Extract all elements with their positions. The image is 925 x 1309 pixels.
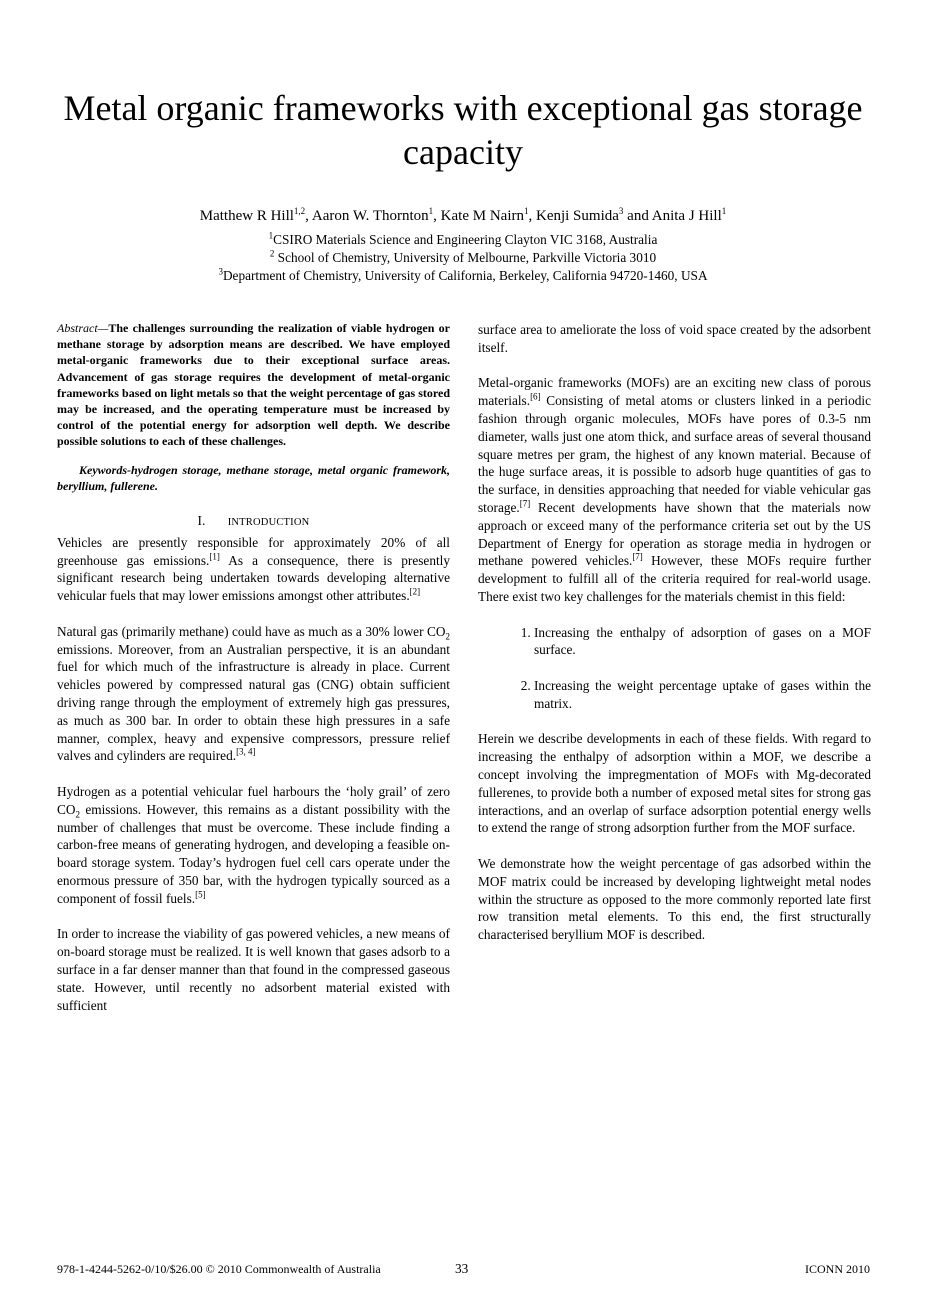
affiliation	[60, 231, 866, 249]
citation-reference: [2]	[409, 586, 421, 597]
author-affiliation-mark: 1	[721, 206, 727, 216]
paragraph-text: emissions. However, this remains as a distant possibility with the number of challenges that must be overcome. These include finding a carbon-free means of generating hydrogen, and developing a feasible on-board storage system. Today’s hydrogen fuel cell cars operate under the enormous pressure of 350 bar, with the hydrogen typically sourced as a component of fossil fuels.	[57, 801, 450, 906]
affiliation	[60, 267, 866, 285]
abstract-text: The challenges surrounding the realization of viable hydrogen or methane storage by adsorption means are described. We have employed metal-organic frameworks due to their exceptional surface areas. Advancement of gas storage requires the development of metal-organic frameworks based on light metals so that the weight percentage of gas stored may be increased, and the operating temperature must be increased by control of the potential energy for adsorption well depth. We describe possible solutions to each of these challenges.	[57, 321, 450, 449]
body-paragraph	[57, 534, 450, 605]
paragraph-text: Herein we describe developments in each of these fields. With regard to increasing the enthalpy of adsorption within a MOF, we describe a concept involving the impregmentation of MOFs with Mg-decorated fullerenes, to provide both a number of exposed metal sites for strong gas interactions, and an overlap of surface adsorption potential energy wells to extend the range of strong adsorption further from the MOF surface.	[478, 731, 871, 836]
challenge-item: 2. Increasing the weight percentage uptake of gases within the matrix.	[534, 677, 871, 713]
author-name: Kate M Nairn	[440, 208, 524, 224]
author-name: Anita J Hill	[651, 208, 722, 224]
citation-reference: [7]	[519, 498, 531, 509]
right-body-bottom	[478, 730, 871, 944]
body-paragraph	[57, 925, 450, 1014]
paragraph-text: Vehicles are presently responsible for approximately 20% of all greenhouse gas emissions.	[57, 534, 450, 568]
body-paragraph	[478, 321, 871, 357]
challenge-item: 1. Increasing the enthalpy of adsorption of gases on a MOF surface.	[534, 624, 871, 660]
paragraph-text: Consisting of metal atoms or clusters linked in a periodic fashion through organic molecules, MOFs have pores of 0.3-5 nm diameter, walls just one atom thick, and surface areas of several thousand square metres per gram, the highest of any known material. Because of the huge surface areas, it is possible to adsorb huge quantities of gas to the surface, in densities approaching that needed for viable vehicular gas storage.	[478, 393, 871, 515]
citation-reference: [1]	[209, 551, 220, 562]
left-column	[57, 320, 450, 1032]
citation-reference: [3, 4]	[236, 746, 256, 757]
body-paragraph	[478, 855, 871, 944]
abstract	[57, 320, 450, 450]
affiliation-number: 3	[218, 266, 223, 277]
author-name: Matthew R Hill	[199, 208, 294, 224]
author-list	[60, 207, 866, 226]
author-separator: ,	[305, 208, 312, 224]
subscript: 2	[445, 631, 450, 642]
footer-conference: ICONN 2010	[805, 1262, 870, 1276]
right-body-top	[478, 321, 871, 606]
body-paragraph	[57, 623, 450, 765]
citation-reference: [6]	[530, 391, 541, 402]
author-separator: ,	[528, 208, 536, 224]
citation-reference: [5]	[195, 889, 206, 900]
body-paragraph	[57, 783, 450, 908]
paragraph-text: As a consequence, there is presently significant research being undertaken towards developing alternative vehicular fuels that may lower emissions amongst other attributes.	[57, 552, 451, 604]
left-body	[57, 534, 450, 1015]
keywords: Keywords-hydrogen storage, methane storage, metal organic framework, beryllium, fullerene.	[57, 462, 450, 493]
author-affiliation-mark: 1	[523, 206, 529, 216]
author-affiliation-mark: 1,2	[293, 206, 306, 216]
footer-isbn: 978-1-4244-5262-0/10/$26.00 © 2010 Commonwealth of Australia	[57, 1262, 381, 1276]
paragraph-text: Recent developments have shown that the materials now approach or exceed many of the performance criteria set out by the US Department of Energy for operation as storage media in hydrogen or methane powered vehicles.	[478, 499, 871, 569]
paper-title: Metal organic frameworks with exceptional gas storage capacity	[63, 88, 863, 172]
affiliation-number: 1	[268, 230, 274, 241]
section-heading	[57, 512, 450, 532]
section-number: I.	[197, 513, 206, 529]
page-number: 33	[455, 1261, 469, 1276]
citation-reference: [7]	[632, 551, 643, 562]
paragraph-text: However, these MOFs require further development to fulfill all of the criteria required for real-world usage. There exist two key challenges for the materials chemist in this field:	[478, 553, 871, 604]
challenge-list	[478, 624, 871, 713]
paragraph-text: We demonstrate how the weight percentage of gas adsorbed within the MOF matrix could be increased by developing lightweight metal nodes within the structure as opposed to the more commonly reported late first row transition metal elements. To this end, the first structurally characterised beryllium MOF is described.	[478, 855, 871, 943]
author-name: Kenji Sumida	[535, 208, 619, 224]
affiliation-text: School of Chemistry, University of Melbourne, Parkville Victoria 3010	[274, 250, 657, 265]
right-column	[478, 321, 871, 962]
author-separator: and	[623, 208, 652, 224]
affiliation-text: CSIRO Materials Science and Engineering Clayton VIC 3168, Australia	[273, 232, 658, 247]
affiliation-number: 2	[269, 248, 275, 259]
paragraph-text: In order to increase the viability of gas powered vehicles, a new means of on-board storage must be realized. It is well known that gases adsorb to a surface in a far denser manner than that found in the compressed gaseous state. However, until recently no adsorbent material existed with sufficient	[57, 926, 450, 1013]
author-separator: ,	[433, 208, 441, 224]
paragraph-text: Hydrogen as a potential vehicular fuel harbours the ‘holy grail’ of zero CO	[57, 783, 450, 817]
subscript: 2	[75, 809, 80, 820]
affiliation-text: Department of Chemistry, University of California, Berkeley, California 94720-1460, USA	[222, 268, 708, 283]
abstract-label: Abstract—	[57, 321, 109, 335]
paragraph-text: Metal-organic frameworks (MOFs) are an exciting new class of porous materials.	[478, 375, 871, 409]
paragraph-text: Natural gas (primarily methane) could have as much as a 30% lower CO	[57, 623, 446, 639]
body-paragraph	[478, 730, 871, 837]
author-affiliation-mark: 1	[428, 206, 434, 216]
author-name: Aaron W. Thornton	[311, 208, 429, 224]
paragraph-text: surface area to ameliorate the loss of void space created by the adsorbent itself.	[478, 322, 871, 355]
author-affiliation-mark: 3	[618, 206, 624, 216]
paragraph-text: emissions. Moreover, from an Australian perspective, it is an abundant fuel for which much of the infrastructure is already in place. Current vehicles powered by compressed natural gas (CNG) obtain sufficient driving range through the employment of extremely high gas pressures, as much as 300 bar. In order to obtain these high pressures in a safe manner, complex, heavy and expensive compressors, pressure relief valves and cylinders are required.	[57, 641, 450, 764]
affiliation	[60, 249, 866, 267]
body-paragraph	[478, 374, 871, 605]
section-title: INTRODUCTION	[227, 517, 310, 529]
